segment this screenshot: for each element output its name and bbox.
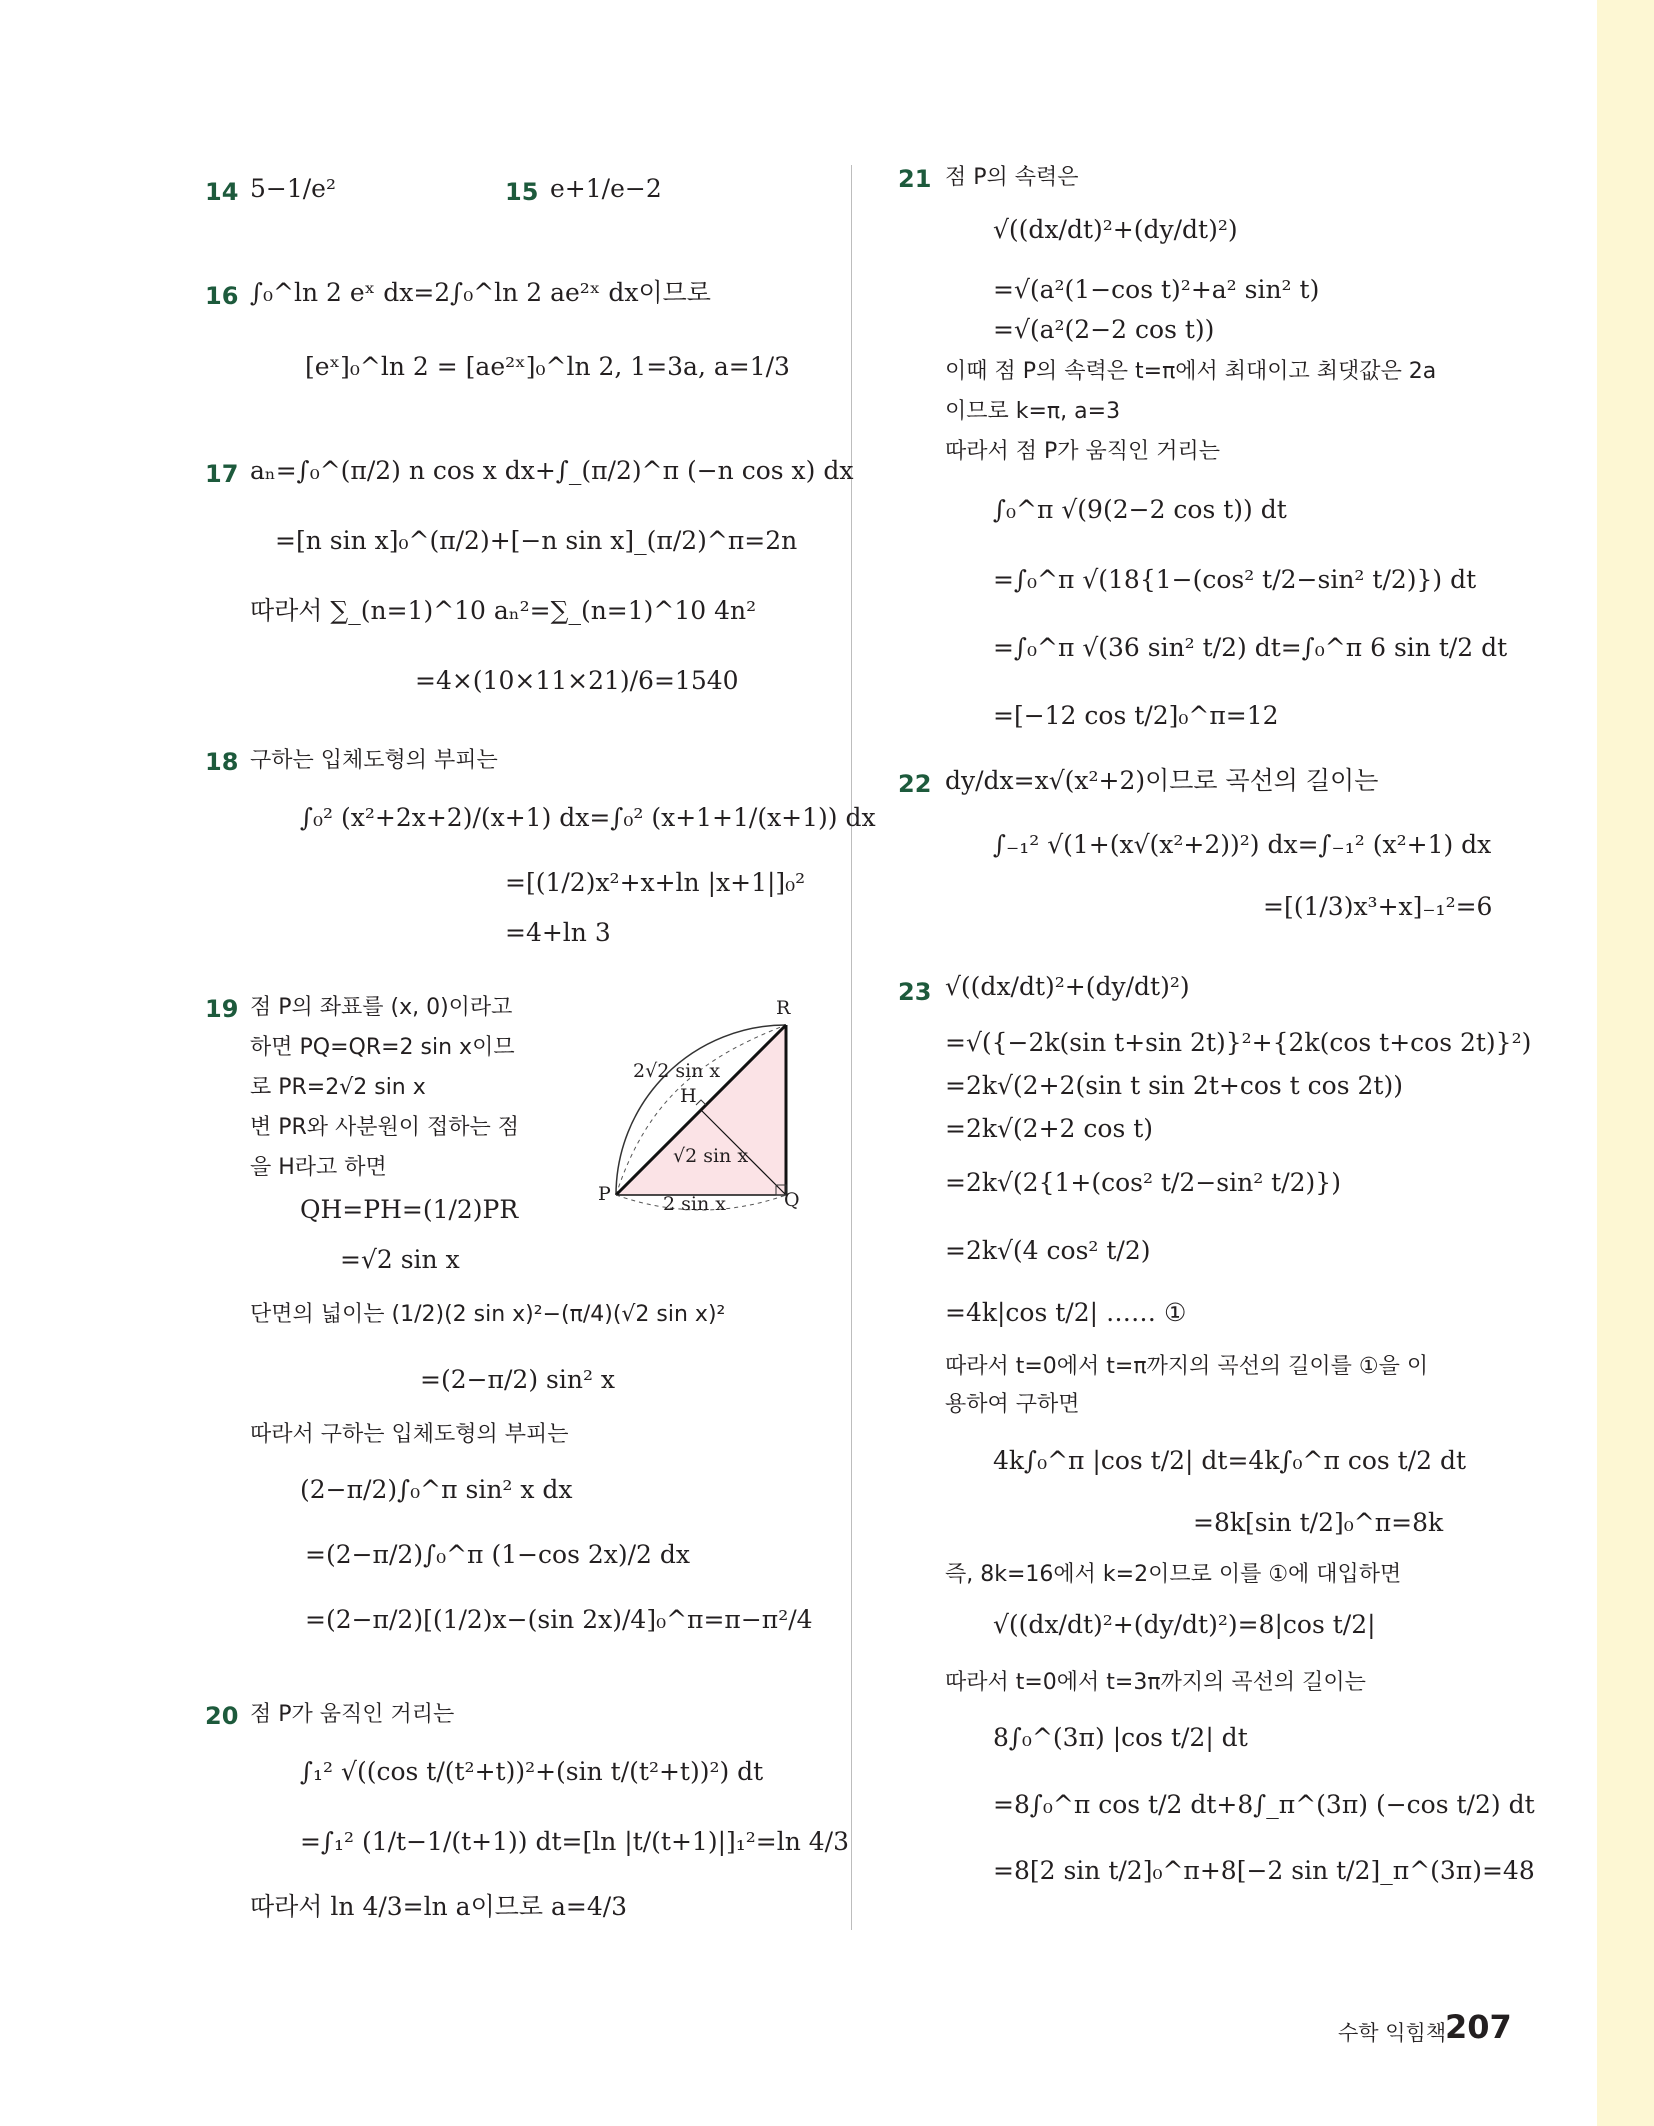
solution-line: dy/dx=x√(x²+2)이므로 곡선의 길이는 [945,766,1379,795]
solution-line: (2−π/2)∫₀^π sin² x dx [300,1475,573,1504]
solution-line: =(2−π/2) sin² x [420,1365,616,1394]
solution-line: 따라서 t=0에서 t=π까지의 곡선의 길이를 ①을 이 [945,1354,1429,1379]
solution-line: =4×(10×11×21)/6=1540 [415,666,739,695]
figure-label-R: R [776,997,791,1019]
solution-line: 점 P가 움직인 거리는 [250,1702,455,1727]
solution-line: =√2 sin x [340,1245,460,1274]
solution-line: √((dx/dt)²+(dy/dt)²)=8|cos t/2| [993,1610,1376,1639]
solution-line: =(2−π/2)∫₀^π (1−cos 2x)/2 dx [305,1540,691,1569]
solution-line: 따라서 ln 4/3=ln a이므로 a=4/3 [250,1892,628,1921]
solution-line: =√(a²(2−2 cos t)) [993,315,1215,344]
figure-label-Q: Q [784,1189,800,1211]
side-color-strip [1597,0,1654,2126]
problem-number: 20 [205,1702,239,1730]
figure-label-top: 2√2 sin x [633,1060,721,1082]
figure-label-bottom: 2 sin x [663,1193,726,1215]
solution-line: =2k√(2+2 cos t) [945,1114,1154,1143]
figure-label-H: H [680,1085,697,1107]
solution-line: 점 P의 좌표를 (x, 0)이라고 [250,995,513,1020]
answer-line: e+1/e−2 [550,174,662,203]
solution-line: 단면의 넓이는 (1/2)(2 sin x)²−(π/4)(√2 sin x)² [250,1302,726,1327]
solution-line: 하면 PQ=QR=2 sin x이므 [250,1035,515,1060]
solution-line: ∫₀² (x²+2x+2)/(x+1) dx=∫₀² (x+1+1/(x+1)) dx [300,803,876,832]
solution-line: aₙ=∫₀^(π/2) n cos x dx+∫_(π/2)^π (−n cos x) dx [250,456,854,485]
problem-number: 18 [205,748,239,776]
solution-line: =[(1/3)x³+x]₋₁²=6 [1263,892,1493,921]
solution-line: √((dx/dt)²+(dy/dt)²) [945,972,1190,1001]
quarter-circle-figure [598,995,808,1220]
problem-number: 19 [205,995,239,1023]
solution-line: 즉, 8k=16에서 k=2이므로 이를 ①에 대입하면 [945,1562,1402,1587]
solution-line: 이므로 k=π, a=3 [945,399,1121,424]
solution-line: 을 H라고 하면 [250,1155,387,1180]
solution-line: =[n sin x]₀^(π/2)+[−n sin x]_(π/2)^π=2n [275,526,798,555]
figure-label-middle: √2 sin x [673,1145,749,1167]
page-number: 207 [1445,2008,1512,2046]
solution-line: 8∫₀^(3π) |cos t/2| dt [993,1723,1248,1752]
problem-number: 16 [205,282,239,310]
solution-line: ∫₁² √((cos t/(t²+t))²+(sin t/(t²+t))²) dt [300,1757,764,1786]
figure-label-P: P [598,1183,611,1205]
solution-line: [eˣ]₀^ln 2 = [ae²ˣ]₀^ln 2, 1=3a, a=1/3 [305,352,790,381]
column-divider [851,165,852,1930]
problem-number: 14 [205,178,239,206]
solution-line: =4k|cos t/2| …… ① [945,1298,1187,1327]
solution-line: =[−12 cos t/2]₀^π=12 [993,701,1279,730]
solution-line: =(2−π/2)[(1/2)x−(sin 2x)/4]₀^π=π−π²/4 [305,1605,813,1634]
answer-line: 5−1/e² [250,174,336,203]
solution-line: =8k[sin t/2]₀^π=8k [1193,1508,1444,1537]
solution-line: ∫₋₁² √(1+(x√(x²+2))²) dx=∫₋₁² (x²+1) dx [993,830,1492,859]
figure-graphic [598,995,808,1220]
solution-line: ∫₀^ln 2 eˣ dx=2∫₀^ln 2 ae²ˣ dx이므로 [250,278,711,307]
solution-line: 변 PR와 사분원이 접하는 점 [250,1115,520,1140]
solution-line: 용하여 구하면 [945,1392,1080,1417]
solution-line: 이때 점 P의 속력은 t=π에서 최대이고 최댓값은 2a [945,359,1437,384]
solution-line: QH=PH=(1/2)PR [300,1195,519,1224]
solution-line: 구하는 입체도형의 부피는 [250,748,498,773]
solution-line: 4k∫₀^π |cos t/2| dt=4k∫₀^π cos t/2 dt [993,1446,1467,1475]
problem-number: 17 [205,460,239,488]
solution-line: =2k√(2{1+(cos² t/2−sin² t/2)}) [945,1168,1341,1197]
solution-line: =∫₁² (1/t−1/(t+1)) dt=[ln |t/(t+1)|]₁²=ln 4/3 [300,1827,850,1856]
solution-line: √((dx/dt)²+(dy/dt)²) [993,215,1238,244]
solution-line: 로 PR=2√2 sin x [250,1075,426,1100]
problem-number: 22 [898,770,932,798]
solution-line: =8∫₀^π cos t/2 dt+8∫_π^(3π) (−cos t/2) dt [993,1790,1535,1819]
solution-line: 따라서 점 P가 움직인 거리는 [945,439,1221,464]
solution-line: 점 P의 속력은 [945,165,1079,190]
problem-number: 21 [898,165,932,193]
problem-number: 23 [898,978,932,1006]
solution-line: =√({−2k(sin t+sin 2t)}²+{2k(cos t+cos 2t)}²) [945,1028,1532,1057]
solution-line: =∫₀^π √(36 sin² t/2) dt=∫₀^π 6 sin t/2 dt [993,633,1508,662]
footer-book-title: 수학 익힘책 [1338,2021,1447,2045]
solution-line: 따라서 t=0에서 t=3π까지의 곡선의 길이는 [945,1670,1366,1695]
solution-line: =4+ln 3 [505,918,611,947]
solution-line: ∫₀^π √(9(2−2 cos t)) dt [993,495,1287,524]
solution-line: =2k√(4 cos² t/2) [945,1236,1151,1265]
solution-line: =[(1/2)x²+x+ln |x+1|]₀² [505,868,806,897]
problem-number: 15 [505,178,539,206]
solution-line: =∫₀^π √(18{1−(cos² t/2−sin² t/2)}) dt [993,565,1477,594]
solution-line: =8[2 sin t/2]₀^π+8[−2 sin t/2]_π^(3π)=48 [993,1856,1535,1885]
solution-line: 따라서 ∑_(n=1)^10 aₙ²=∑_(n=1)^10 4n² [250,596,757,625]
solution-line: =√(a²(1−cos t)²+a² sin² t) [993,275,1320,304]
solution-line: 따라서 구하는 입체도형의 부피는 [250,1422,569,1447]
solution-line: =2k√(2+2(sin t sin 2t+cos t cos 2t)) [945,1071,1403,1100]
